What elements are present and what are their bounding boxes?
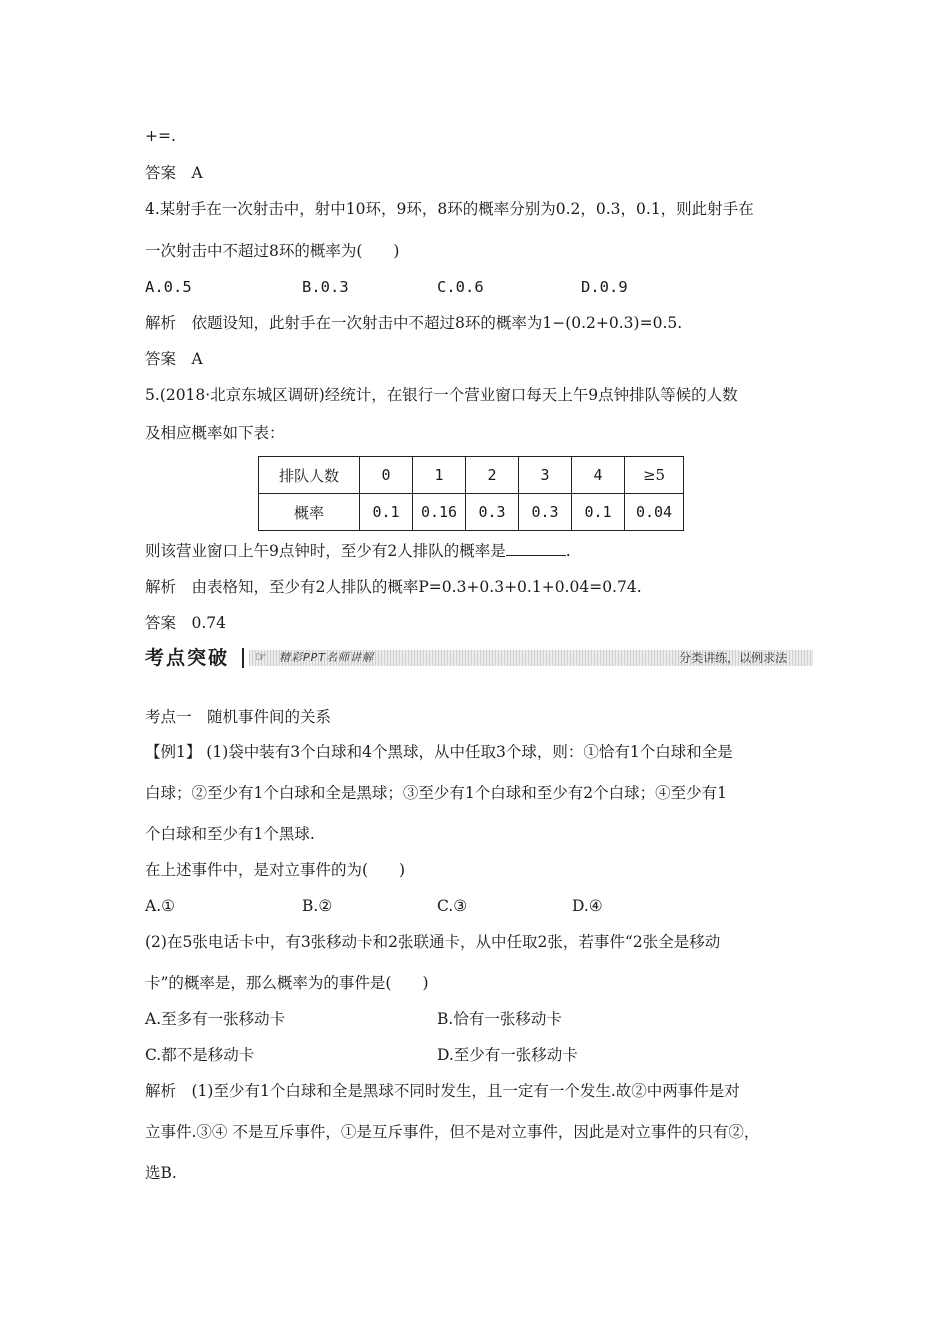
table-cell: 0.16 — [413, 494, 466, 531]
example-1-question: 在上述事件中，是对立事件的为( ) — [145, 861, 406, 879]
question-5-text: 5.(2018·北京东城区调研)经统计，在银行一个营业窗口每天上午9点钟排队等候的人数 — [145, 386, 738, 404]
example-1-text-cont: 白球；②至少有1个白球和全是黑球；③至少有1个白球和至少有2个白球；④至少有1 — [145, 784, 727, 802]
question-5-prompt-end: . — [565, 542, 571, 560]
ex2-option-b: B.恰有一张移动卡 — [437, 1010, 562, 1028]
solution-line: 解析 由表格知，至少有2人排队的概率P=0.3+0.3+0.1+0.04=0.74. — [145, 578, 642, 596]
q4-option-a: A.0.5 — [145, 278, 192, 296]
table-cell: 3 — [519, 457, 572, 494]
ex2-option-a: A.至多有一张移动卡 — [145, 1010, 286, 1028]
q4-option-b: B.0.3 — [302, 278, 349, 296]
answer-line: 答案 0.74 — [145, 614, 227, 632]
answer-line: 答案 A — [145, 350, 203, 368]
solution-line-cont: 选B. — [145, 1164, 177, 1182]
pointing-hand-icon: ☞ — [255, 650, 267, 665]
ex1-option-d: D.④ — [572, 897, 603, 915]
table-cell: 0.3 — [466, 494, 519, 531]
section-heading: 考点一 随机事件间的关系 — [145, 708, 332, 726]
banner-subtitle: 精彩PPT名师讲解 — [279, 651, 374, 664]
ex2-option-d: D.至少有一张移动卡 — [437, 1046, 578, 1064]
solution-line: 解析 依题设知，此射手在一次射击中不超过8环的概率为1−(0.2+0.3)=0.5. — [145, 314, 683, 332]
example-1-text-cont: 个白球和至少有1个黑球. — [145, 825, 315, 843]
ex2-option-c: C.都不是移动卡 — [145, 1046, 255, 1064]
example-1-part2-text: (2)在5张电话卡中，有3张移动卡和2张联通卡，从中任取2张，若事件“2张全是移动 — [145, 933, 721, 951]
q4-option-c: C.0.6 — [437, 278, 484, 296]
table-row — [259, 494, 684, 531]
table-cell: 0.1 — [572, 494, 625, 531]
question-5-text-cont: 及相应概率如下表： — [145, 424, 285, 442]
table-cell: 2 — [466, 457, 519, 494]
q4-option-d: D.0.9 — [581, 278, 628, 296]
question-4-text: 4.某射手在一次射击中，射中10环，9环，8环的概率分别为0.2，0.3，0.1，则此射手在 — [145, 200, 754, 218]
ex1-option-b: B.② — [302, 897, 333, 915]
table-cell: 1 — [413, 457, 466, 494]
formula-fragment: +=. — [145, 127, 176, 145]
answer-blank — [506, 541, 566, 556]
table-cell: 0.04 — [625, 494, 684, 531]
banner-divider — [242, 648, 244, 668]
table-cell: 4 — [572, 457, 625, 494]
ex1-option-c: C.③ — [437, 897, 468, 915]
question-5-prompt-text: 则该营业窗口上午9点钟时，至少有2人排队的概率是 — [145, 542, 506, 560]
table-cell: 排队人数 — [259, 457, 360, 494]
example-1-text: 【例1】 (1)袋中装有3个白球和4个黑球，从中任取3个球，则：①恰有1个白球和全是 — [145, 743, 733, 761]
example-1-part2-text-cont: 卡”的概率是，那么概率为的事件是( ) — [145, 974, 429, 992]
table-cell: 0 — [360, 457, 413, 494]
ex1-option-a: A.① — [145, 897, 176, 915]
probability-table — [258, 456, 684, 531]
table-cell: ≥5 — [625, 457, 684, 494]
question-5-prompt — [145, 540, 571, 562]
table-cell: 0.1 — [360, 494, 413, 531]
table-cell: 0.3 — [519, 494, 572, 531]
banner-tagline: 分类讲练，以例求法 — [678, 651, 787, 665]
solution-line: 解析 (1)至少有1个白球和全是黑球不同时发生，且一定有一个发生.故②中两事件是对 — [145, 1082, 740, 1100]
table-cell: 概率 — [259, 494, 360, 531]
section-banner — [145, 646, 813, 670]
solution-line-cont: 立事件.③④ 不是互斥事件，①是互斥事件，但不是对立事件，因此是对立事件的只有②， — [145, 1123, 760, 1141]
section-banner-title: 考点突破 — [145, 647, 230, 669]
question-4-text-cont: 一次射击中不超过8环的概率为( ) — [145, 242, 400, 260]
answer-line: 答案 A — [145, 164, 203, 182]
table-row — [259, 457, 684, 494]
